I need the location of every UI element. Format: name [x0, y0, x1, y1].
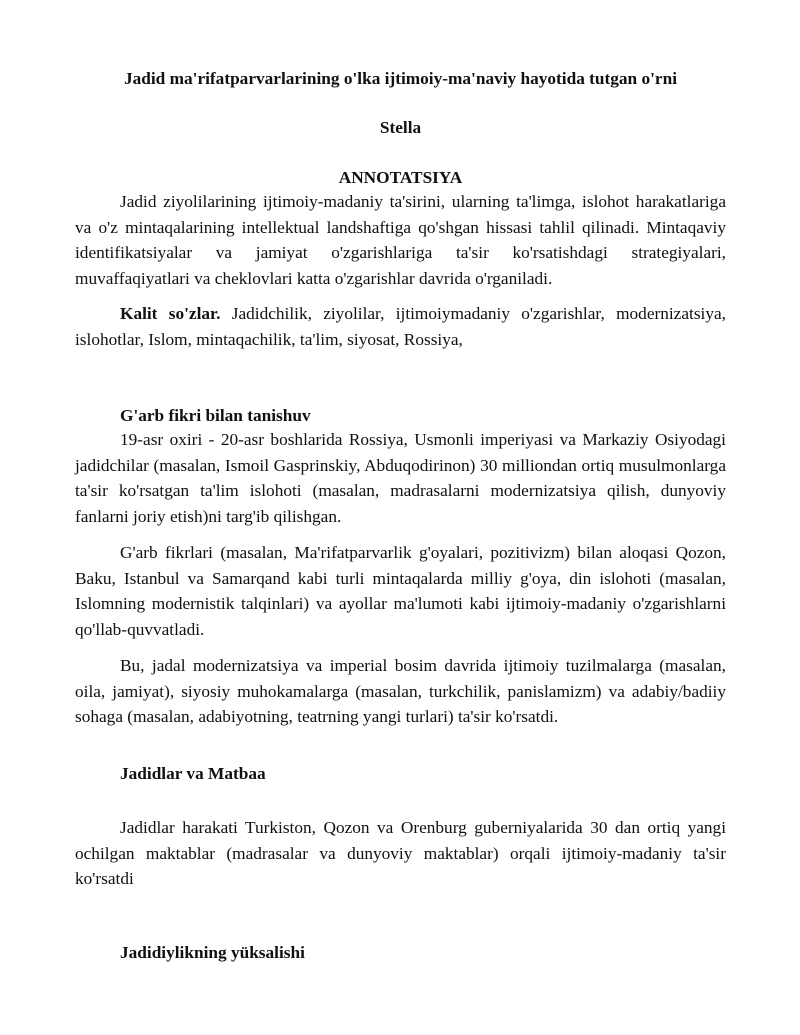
section1-paragraph-1: 19-asr oxiri - 20-asr boshlarida Rossiya, Usmonli imperiyasi va Markaziy Osiyodagi jadidchilar (masalan, Ismoil Gasprinskiy, Abduqodirinon) 30 milliondan ortiq musulmonlarga ta'sir ko'rsatgan ta'lim islohoti (masalan, madrasalarni modernizatsiya qilish, dunyoviy fanlarni joriy etish)ni targ'ib qilishgan.	[75, 430, 726, 526]
abstract-heading: ANNOTATSIYA	[338, 168, 463, 187]
keywords-list: Jadidchilik, ziyolilar, ijtimoiymadaniy o'zgarishlar, modernizatsiya, islohotlar, Islom, mintaqachilik, ta'lim, siyosat, Rossiya,	[75, 304, 726, 349]
keywords-label: Kalit so'zlar.	[120, 304, 221, 323]
section1-paragraph-2: G'arb fikrlari (masalan, Ma'rifatparvarlik g'oyalari, pozitivizm) bilan aloqasi Qozon, Baku, Istanbul va Samarqand kabi turli mintaqalarda milliy g'oya, din islohoti (masalan, Islomning modernistik talqinlari) va ayollar ma'lumoti kabi ijtimoiy-madaniy o'zgarishlarni qo'llab-quvvatladi.	[75, 543, 726, 639]
author-name: Stella	[379, 118, 422, 137]
section1-paragraph-3: Bu, jadal modernizatsiya va imperial bosim davrida ijtimoiy tuzilmalarga (masalan, oila, jamiyat), siyosiy muhokamalarga (masalan, turkchilik, panislamizm) va adabiy/badiiy sohaga (masalan, adabiyotning, teatrning yangi turlari) ta'sir ko'rsatdi.	[75, 656, 726, 726]
keywords-paragraph	[75, 301, 726, 352]
section2-paragraph-1: Jadidlar harakati Turkiston, Qozon va Orenburg guberniyalarida 30 dan ortiq yangi ochilgan maktablar (madrasalar va dunyoviy maktablar) orqali ijtimoiy-madaniy ta'sir ko'rsatdi	[75, 818, 726, 888]
paper-title: Jadid ma'rifatparvarlarining o'lka ijtimoiy-ma'naviy hayotida tutgan o'rni	[123, 69, 678, 88]
abstract-paragraph: Jadid ziyolilarining ijtimoiy-madaniy ta'sirini, ularning ta'limga, islohot harakatlariga va o'z mintaqalarining intellektual landshaftiga qo'shgan hissasi tahlil qilinadi. Mintaqaviy identifikatsiyalar va jamiyat o'zgarishlariga ta'sir ko'rsatishdagi strategiyalari, muvaffaqiyatlari va cheklovlari katta o'zgarishlar davrida o'rganiladi.	[75, 192, 726, 288]
section-heading-jadids-press: Jadidlar va Matbaa	[120, 764, 266, 783]
section-heading-rise: Jadidiylikning yüksalishi	[120, 943, 305, 962]
section-heading-western-thought: G'arb fikri bilan tanishuv	[120, 406, 311, 425]
